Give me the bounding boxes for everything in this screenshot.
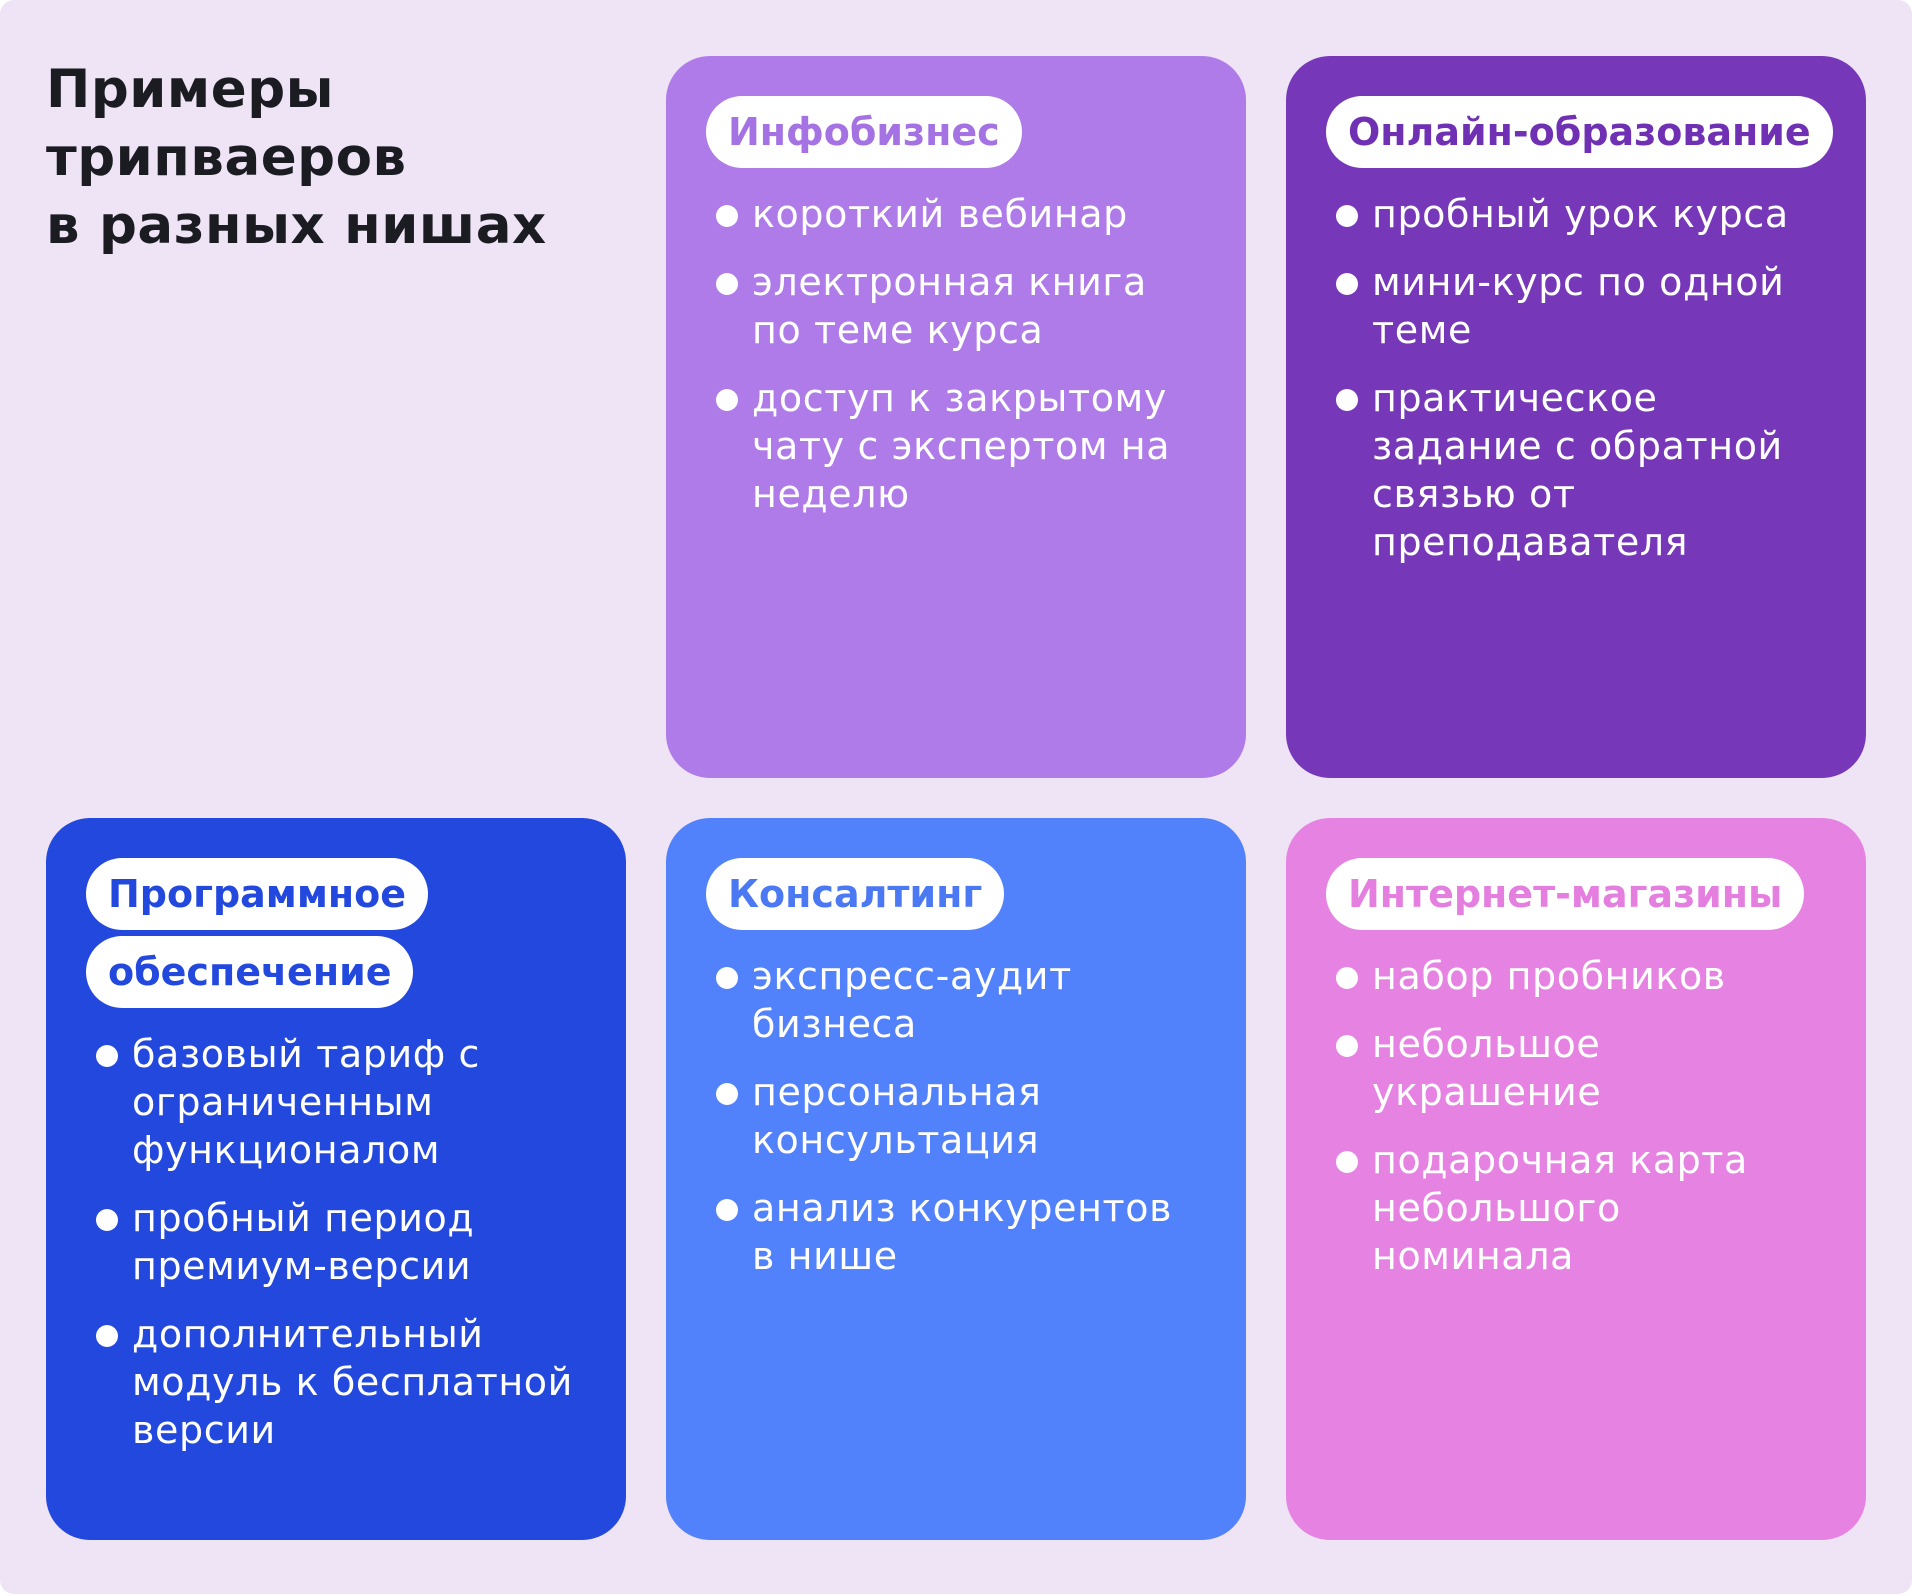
bullet-dot-icon bbox=[1336, 967, 1358, 989]
list-item bbox=[706, 1184, 1206, 1280]
niche-label-pill: обеспечение bbox=[86, 936, 413, 1008]
bullet-dot-icon bbox=[716, 389, 738, 411]
list-item-text: пробный урок курса bbox=[1372, 192, 1789, 236]
card-label bbox=[1326, 96, 1826, 168]
bullet-dot-icon bbox=[716, 205, 738, 227]
bullet-dot-icon bbox=[1336, 1035, 1358, 1057]
list-item-text: мини-курс по одной теме bbox=[1372, 260, 1785, 352]
niche-label-pill: Онлайн-образование bbox=[1326, 96, 1833, 168]
bullet-dot-icon bbox=[716, 273, 738, 295]
bullet-dot-icon bbox=[1336, 1151, 1358, 1173]
list-item-text: подарочная карта небольшого номинала bbox=[1372, 1138, 1748, 1278]
page-title-line: в разных нишах bbox=[46, 195, 547, 256]
list-item-text: базовый тариф с ограниченным функционалом bbox=[132, 1032, 481, 1172]
bullet-dot-icon bbox=[716, 967, 738, 989]
list-item bbox=[706, 952, 1206, 1048]
bullet-dot-icon bbox=[716, 1083, 738, 1105]
bullet-dot-icon bbox=[1336, 389, 1358, 411]
card-online-education bbox=[1286, 56, 1866, 778]
list-item bbox=[706, 1068, 1206, 1164]
list-item-text: набор пробников bbox=[1372, 954, 1726, 998]
list-item bbox=[1326, 1020, 1826, 1116]
card-software bbox=[46, 818, 626, 1540]
niche-label-pill: Инфобизнес bbox=[706, 96, 1022, 168]
bullet-dot-icon bbox=[96, 1045, 118, 1067]
list-item bbox=[1326, 952, 1826, 1000]
card-label bbox=[86, 858, 586, 1008]
bullet-dot-icon bbox=[96, 1209, 118, 1231]
tripwire-list bbox=[1326, 190, 1826, 566]
niche-label-pill: Интернет-магазины bbox=[1326, 858, 1804, 930]
tripwire-list bbox=[1326, 952, 1826, 1280]
list-item bbox=[1326, 190, 1826, 238]
list-item bbox=[86, 1194, 586, 1290]
bullet-dot-icon bbox=[1336, 273, 1358, 295]
list-item-text: электронная книга по теме курса bbox=[752, 260, 1147, 352]
list-item-text: персональная консультация bbox=[752, 1070, 1042, 1162]
bullet-dot-icon bbox=[716, 1199, 738, 1221]
list-item bbox=[86, 1030, 586, 1174]
list-item-text: доступ к закрытому чату с экспертом на неделю bbox=[752, 376, 1171, 516]
bullet-dot-icon bbox=[1336, 205, 1358, 227]
list-item bbox=[1326, 374, 1826, 566]
tripwire-list bbox=[706, 190, 1206, 518]
page-title-line: Примеры bbox=[46, 59, 335, 120]
niche-label-pill: Программное bbox=[86, 858, 428, 930]
list-item-text: небольшое украшение bbox=[1372, 1022, 1602, 1114]
card-online-shops bbox=[1286, 818, 1866, 1540]
list-item-text: анализ конкурентов в нише bbox=[752, 1186, 1173, 1278]
list-item bbox=[706, 190, 1206, 238]
page-title bbox=[46, 56, 547, 260]
card-label bbox=[1326, 858, 1826, 930]
list-item bbox=[1326, 1136, 1826, 1280]
niche-label-pill: Консалтинг bbox=[706, 858, 1004, 930]
list-item-text: практическое задание с обратной связью от преподавателя bbox=[1372, 376, 1783, 564]
bullet-dot-icon bbox=[96, 1325, 118, 1347]
card-label bbox=[706, 858, 1206, 930]
card-infobusiness bbox=[666, 56, 1246, 778]
card-label bbox=[706, 96, 1206, 168]
list-item-text: экспресс-аудит бизнеса bbox=[752, 954, 1072, 1046]
list-item bbox=[706, 374, 1206, 518]
card-consulting bbox=[666, 818, 1246, 1540]
list-item-text: короткий вебинар bbox=[752, 192, 1128, 236]
tripwire-list bbox=[706, 952, 1206, 1280]
list-item-text: пробный период премиум-версии bbox=[132, 1196, 475, 1288]
tripwire-list bbox=[86, 1030, 586, 1454]
page-title-line: трипваеров bbox=[46, 127, 407, 188]
list-item bbox=[706, 258, 1206, 354]
list-item bbox=[86, 1310, 586, 1454]
list-item bbox=[1326, 258, 1826, 354]
list-item-text: дополнительный модуль к бесплатной версии bbox=[132, 1312, 573, 1452]
